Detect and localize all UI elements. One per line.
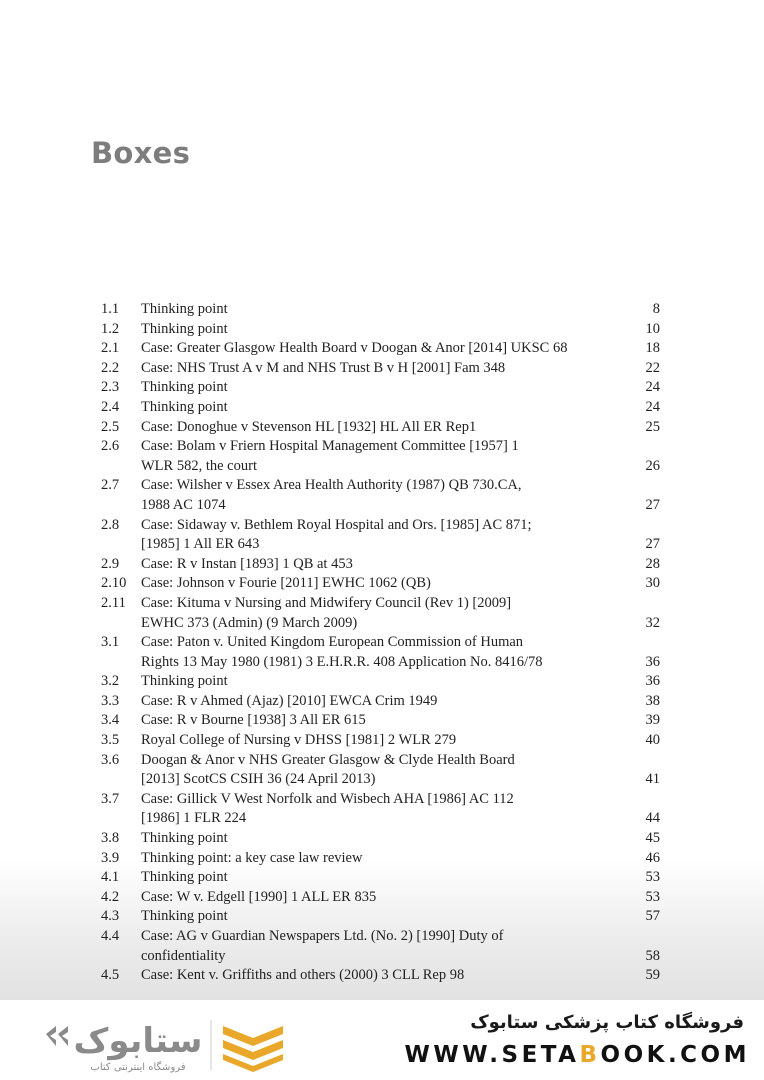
page-number: 18: [645, 340, 660, 357]
toc-entry: [0, 300, 764, 320]
box-title: Case: NHS Trust A v M and NHS Trust B v H [2001] Fam 348: [141, 359, 506, 376]
page-number: 28: [645, 555, 660, 572]
logo-chevron-icon: [46, 1026, 68, 1046]
toc-entry: [0, 829, 764, 849]
box-number: 4.1: [101, 869, 120, 886]
box-title: Royal College of Nursing v DHSS [1981] 2 WLR 279: [141, 732, 457, 749]
box-number: 2.7: [101, 477, 120, 494]
page-number: 40: [645, 732, 660, 749]
box-number: 2.11: [101, 594, 126, 611]
box-number: 3.5: [101, 732, 120, 749]
page-number: 26: [645, 457, 660, 474]
box-title: Case: Bolam v Friern Hospital Management Committee [1957] 1 WLR 582, the court: [141, 438, 519, 474]
box-title: Thinking point: [141, 830, 228, 847]
box-title: Case: Donoghue v Stevenson HL [1932] HL All ER Rep1: [141, 418, 477, 435]
box-title: Case: Kent v. Griffiths and others (2000) 3 CLL Rep 98: [141, 967, 465, 984]
toc-entry: [0, 927, 764, 966]
box-title: Case: W v. Edgell [1990] 1 ALL ER 835: [141, 888, 377, 905]
toc-entry: [0, 476, 764, 515]
box-title: Thinking point: [141, 320, 228, 337]
page-number: 25: [645, 418, 660, 435]
toc-entry: [0, 378, 764, 398]
toc-entry: [0, 966, 764, 986]
page-number: 45: [645, 830, 660, 847]
box-title: Case: R v Instan [1893] 1 QB at 453: [141, 555, 353, 572]
box-number: 4.4: [101, 928, 120, 944]
box-title: Thinking point: [141, 673, 228, 690]
logo-book-icon: [223, 1026, 283, 1072]
setabook-logo: [38, 1012, 293, 1074]
page-number: 53: [645, 888, 660, 905]
logo-subtext: فروشگاه اینترنتی کتاب: [90, 1062, 186, 1073]
page-number: 46: [645, 849, 660, 866]
box-number: 3.1: [101, 634, 120, 651]
page-number: 36: [645, 653, 660, 670]
box-title: Thinking point: [141, 398, 228, 415]
box-number: 3.4: [101, 712, 120, 729]
toc-entry: [0, 790, 764, 829]
toc-entry: [0, 849, 764, 869]
box-title: Case: R v Bourne [1938] 3 All ER 615: [141, 712, 366, 729]
box-title: Case: Gillick V West Norfolk and Wisbech AHA [1986] AC 112 [1986] 1 FLR 224: [141, 790, 514, 827]
toc-entry: [0, 437, 764, 476]
toc-entry: [0, 418, 764, 438]
box-title: Case: Paton v. United Kingdom European Commission of Human Rights 13 May 1980 (1981) 3 E.H.R.R. 408 Application No. 8416/78: [141, 634, 543, 670]
box-number: 2.3: [101, 379, 120, 396]
box-number: 4.2: [101, 888, 120, 905]
box-title: Case: Kituma v Nursing and Midwifery Council (Rev 1) [2009] EWHC 373 (Admin) (9 March 2009): [141, 594, 512, 631]
box-title: Case: Wilsher v Essex Area Health Authority (1987) QB 730.CA, 1988 AC 1074: [141, 477, 522, 513]
box-number: 1.1: [101, 301, 120, 317]
shop-url: [405, 1042, 750, 1068]
toc-entry: [0, 359, 764, 379]
toc-entry: [0, 711, 764, 731]
box-number: 2.6: [101, 438, 120, 455]
box-number: 3.8: [101, 830, 120, 847]
page-number: 24: [645, 379, 660, 396]
page-number: 44: [645, 810, 660, 827]
toc-entry: [0, 868, 764, 888]
page-number: 27: [645, 536, 660, 553]
box-number: 2.1: [101, 340, 120, 357]
box-number: 1.2: [101, 320, 120, 337]
box-number: 4.3: [101, 908, 120, 925]
page-number: 30: [645, 575, 660, 592]
box-title: Case: Johnson v Fourie [2011] EWHC 1062 (QB): [141, 575, 431, 592]
page-number: 57: [645, 908, 660, 925]
page-number: 53: [645, 869, 660, 886]
box-title: Thinking point: [141, 301, 228, 317]
page-number: 39: [645, 712, 660, 729]
page-heading: Boxes: [91, 136, 191, 170]
url-prefix: WWW.SETA: [404, 1042, 580, 1068]
toc-entry: [0, 555, 764, 575]
toc-entry: [0, 594, 764, 633]
toc-entry: [0, 888, 764, 908]
page-number: 22: [645, 359, 660, 376]
page-number: 36: [645, 673, 660, 690]
box-number: 2.10: [101, 575, 127, 592]
boxes-list: [0, 300, 764, 986]
url-suffix: OOK.COM: [600, 1042, 750, 1068]
toc-entry: [0, 692, 764, 712]
toc-entry: [0, 574, 764, 594]
box-number: 4.5: [101, 967, 120, 984]
box-title: Thinking point: a key case law review: [141, 849, 363, 866]
box-title: Case: Sidaway v. Bethlem Royal Hospital and Ors. [1985] AC 871; [1985] 1 All ER 643: [141, 516, 532, 553]
toc-entry: [0, 339, 764, 359]
toc-entry: [0, 672, 764, 692]
page-number: 32: [645, 614, 660, 631]
box-number: 3.6: [101, 751, 120, 768]
toc-entry: [0, 320, 764, 340]
box-title: Thinking point: [141, 908, 228, 925]
box-title: Doogan & Anor v NHS Greater Glasgow & Clyde Health Board [2013] ScotCS CSIH 36 (24 April 2013): [141, 751, 515, 788]
toc-entry: [0, 516, 764, 555]
box-title: Thinking point: [141, 869, 228, 886]
box-number: 3.3: [101, 692, 120, 709]
toc-entry: [0, 751, 764, 790]
page-number: 27: [645, 496, 660, 513]
box-number: 2.4: [101, 398, 120, 415]
box-number: 2.9: [101, 555, 120, 572]
page-number: 59: [645, 967, 660, 984]
box-title: Case: R v Ahmed (Ajaz) [2010] EWCA Crim 1949: [141, 692, 438, 709]
toc-entry: [0, 398, 764, 418]
box-number: 3.2: [101, 673, 120, 690]
url-accent: B: [579, 1042, 601, 1068]
shop-name: فروشگاه کتاب پزشکی ستابوک: [470, 1012, 744, 1033]
box-number: 3.7: [101, 790, 120, 807]
box-number: 2.5: [101, 418, 120, 435]
box-title: Thinking point: [141, 379, 228, 396]
page-number: 8: [652, 301, 660, 317]
logo-wordmark: ستابوک: [73, 1021, 203, 1061]
page-number: 10: [645, 320, 660, 337]
page-number: 38: [645, 692, 660, 709]
toc-entry: [0, 633, 764, 672]
page-number: 24: [645, 398, 660, 415]
box-number: 2.8: [101, 516, 120, 533]
toc-entry: [0, 731, 764, 751]
box-number: 3.9: [101, 849, 120, 866]
page-number: 41: [645, 771, 660, 788]
watermark-footer: [0, 1000, 764, 1080]
box-number: 2.2: [101, 359, 120, 376]
page-number: 58: [645, 947, 660, 964]
box-title: Case: Greater Glasgow Health Board v Doogan & Anor [2014] UKSC 68: [141, 340, 568, 357]
box-title: Case: AG v Guardian Newspapers Ltd. (No. 2) [1990] Duty of confidentiality: [141, 928, 504, 964]
toc-entry: [0, 907, 764, 927]
